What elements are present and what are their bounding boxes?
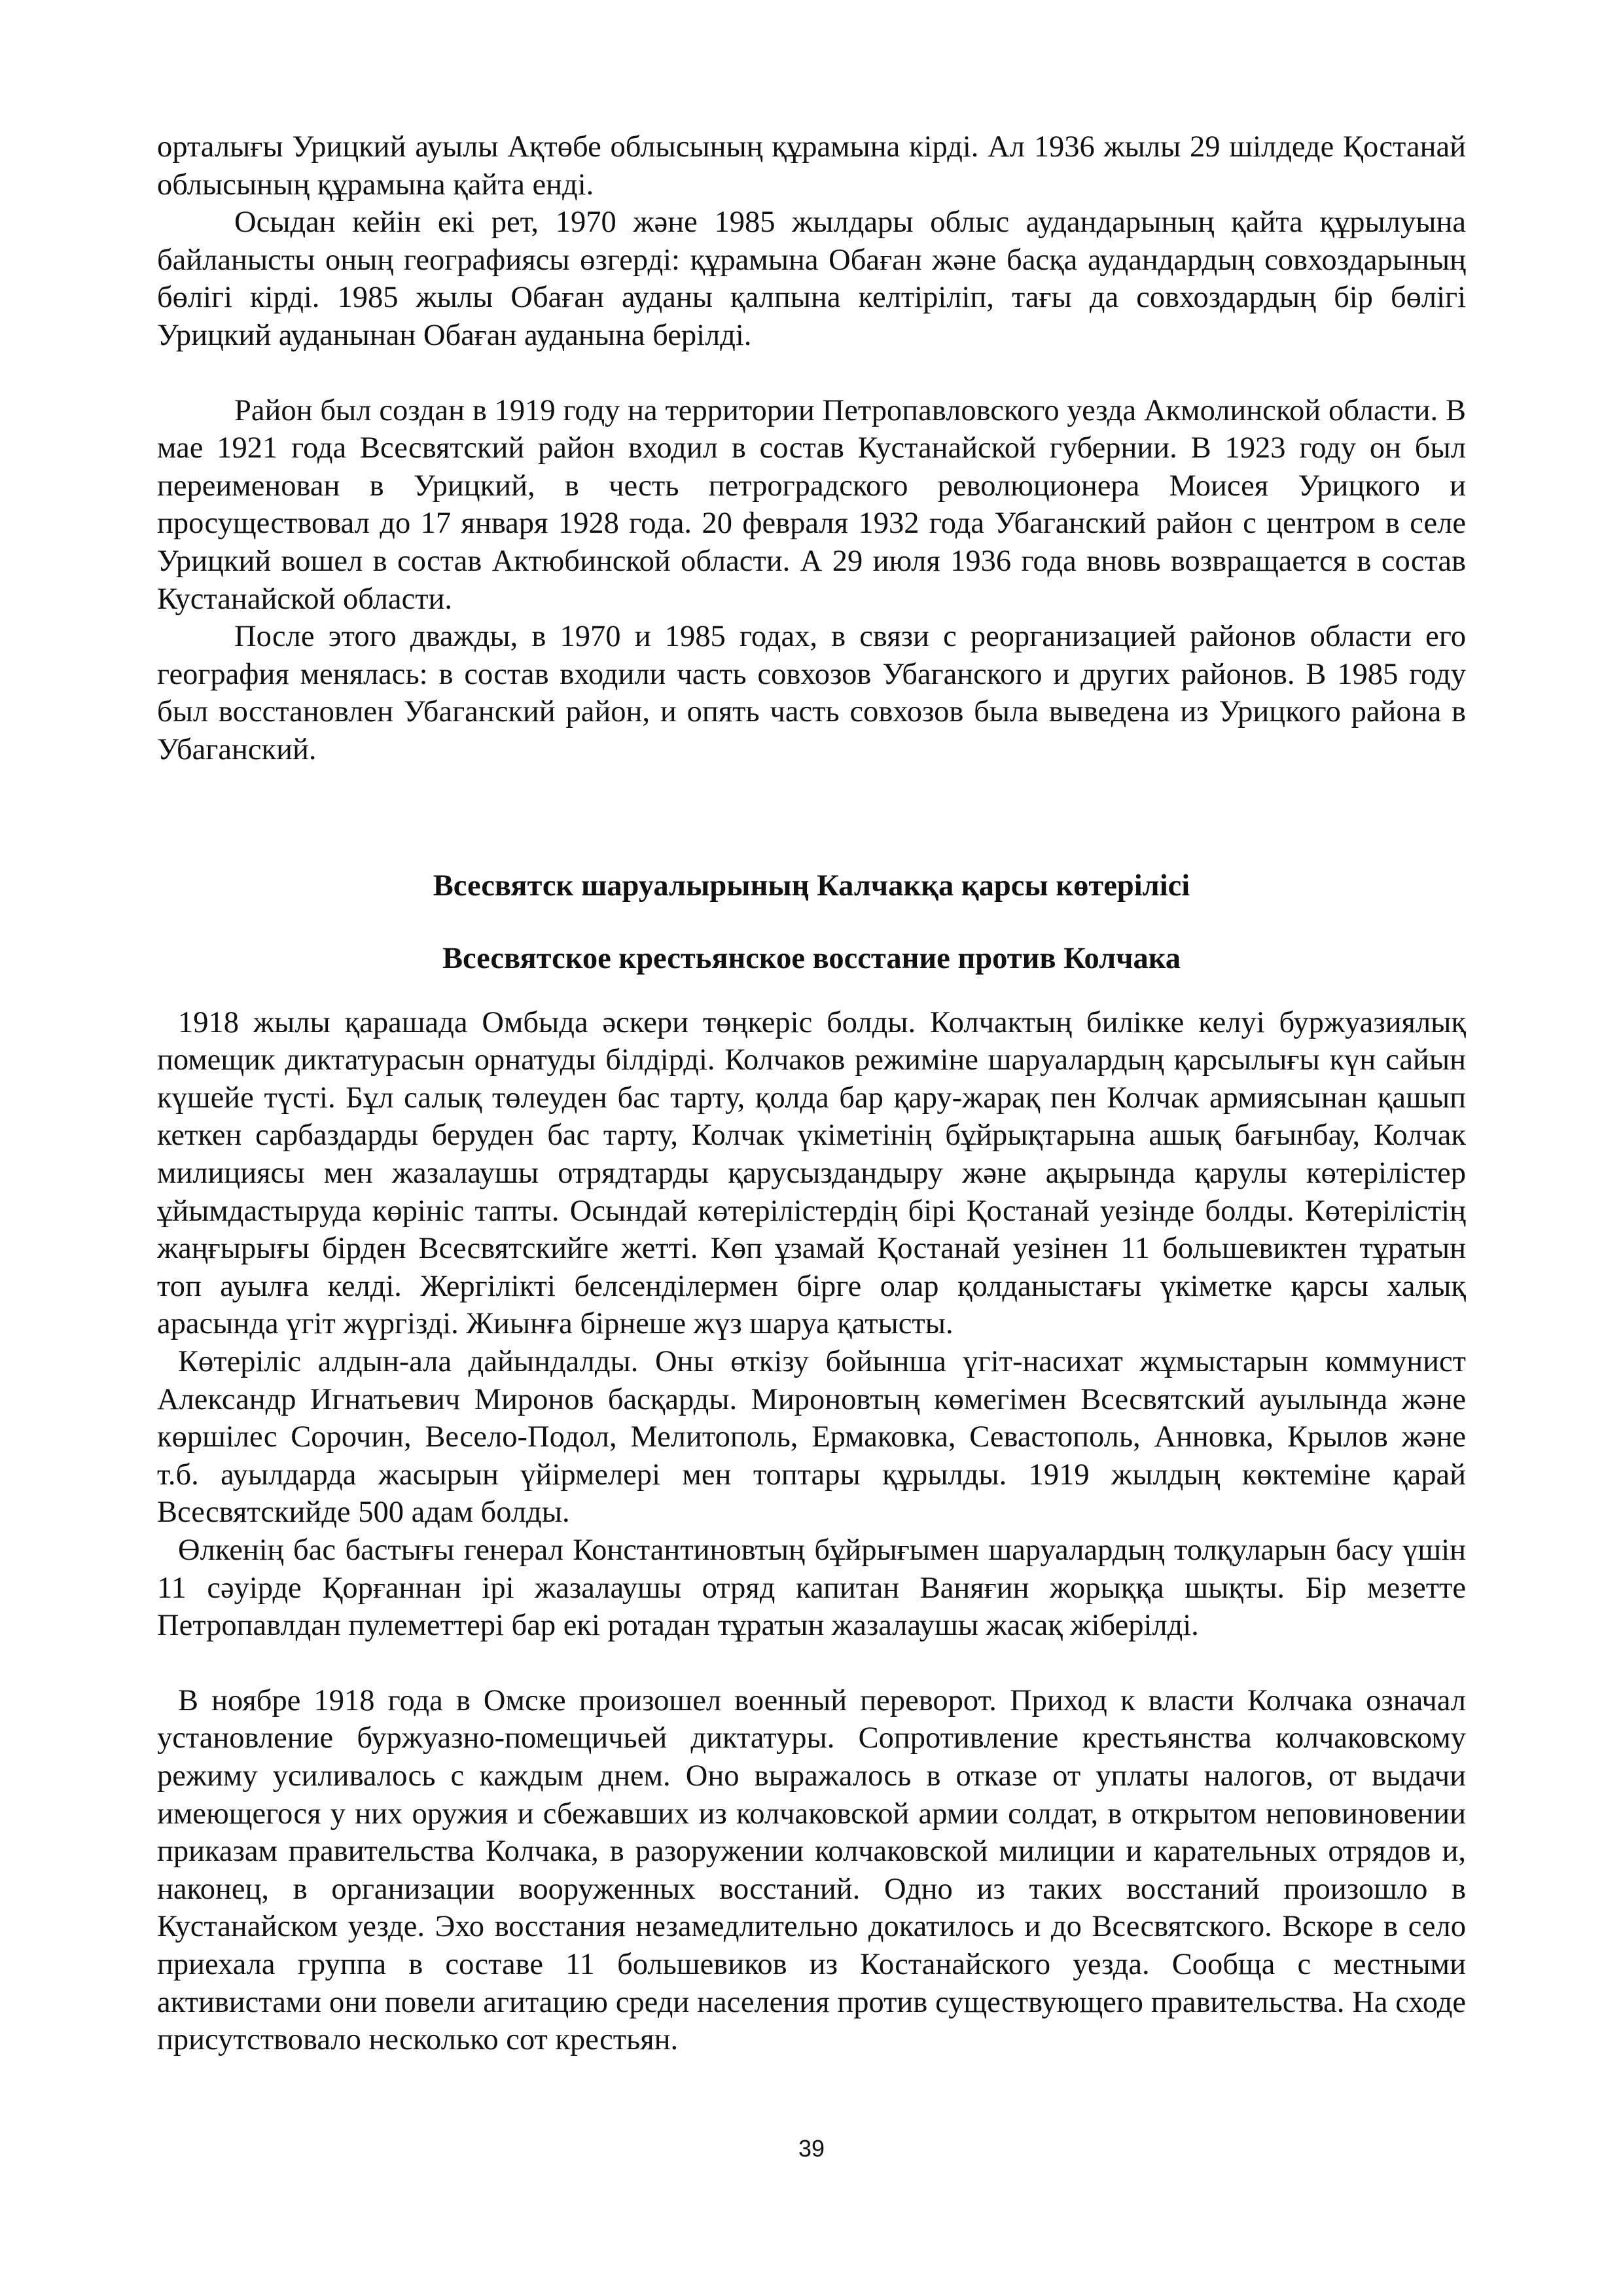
spacer (157, 905, 1466, 940)
paragraph-kz-punitive: Өлкенің бас бастығы генерал Константиновтың бұйрығымен шаруалардың толқуларын басу үшін 11 сәуірде Қорғаннан ірі жазалаушы отряд капитан Ваняғин жорыққа шықты. Бір мезетте Петропавлдан пулеметтері бар екі ротадан тұратын жазалаушы жасақ жіберілді. (157, 1534, 1466, 1643)
paragraph-kz-continuation: орталығы Урицкий ауылы Ақтөбе облысының құрамына кірді. Ал 1936 жылы 29 шілдеде Қостанай облысының құрамына қайта енді. (157, 130, 1466, 202)
spacer (157, 769, 1466, 867)
paragraph-ru-history: Район был создан в 1919 году на территории Петропавловского уезда Акмолинской области. В мае 1921 года Всесвятский район входил в состав Кустанайской губернии. В 1923 году он был переименован в Урицкий, в честь петроградского революционера Моисея Урицкого и просуществовал до 17 января 1928 года. 20 февраля 1932 года Убаганский район с центром в селе Урицкий вошел в состав Актюбинской области. А 29 июля 1936 года вновь возвращается в состав Кустанайской области. (157, 393, 1466, 616)
spacer (157, 978, 1466, 1004)
section-heading-kz: Всесвятск шаруалырының Калчакқа қарсы көтерілісі (433, 869, 1190, 903)
paragraph-kz-preparation: Көтеріліс алдын-ала дайындалды. Оны өткізу бойынша үгіт-насихат жұмыстарын коммунист Александр Игнатьевич Миронов басқарды. Мироновтың көмегімен Всесвятский ауылында және көршілес Сорочин, Весело-Подол, Мелитополь, Ермаковка, Севастополь, Анновка, Крылов және т.б. ауылдарда жасырын үйірмелері мен топтары құрылды. 1919 жылдың көктеміне қарай Всесвятскийде 500 адам болды. (157, 1345, 1466, 1530)
paragraph-kz-uprising: 1918 жылы қарашада Омбыда әскери төңкеріс болды. Колчактың билікке келуі буржуазиялық помещик диктатурасын орнатуды білдірді. Колчаков режиміне шаруалардың қарсылығы күн сайын күшейе түсті. Бұл салық төлеуден бас тарту, қолда бар қару-жарақ пен Колчак армиясынан қашып кеткен сарбаздарды беруден бас тарту, Колчак үкіметінің бұйрықтарына ашық бағынбау, Колчак милициясы мен жазалаушы отрядтарды қарусыздандыру және ақырында қарулы көтерілістер ұйымдастыруда көрініс тапты. Осындай көтерілістердің бірі Қостанай уезінде болды. Көтерілістің жаңғырығы бірден Всесвятскийге жетті. Көп ұзамай Қостанай уезінен 11 большевиктен тұратын топ ауылға келді. Жергілікті белсенділермен бірге олар қолданыстағы үкіметке қарсы халық арасында үгіт жүргізді. Жиынға бірнеше жүз шаруа қатысты. (157, 1005, 1466, 1341)
paragraph-kz-geography: Осыдан кейін екі рет, 1970 және 1985 жылдары облыс аудандарының қайта құрылуына байланысты оның географиясы өзгерді: құрамына Обаған және басқа аудандардың совхоздарының бөлігі кірді. 1985 жылы Обаған ауданы қалпына келтіріліп, тағы да совхоздардың бір бөлігі Урицкий ауданынан Обаған ауданына берілді. (157, 206, 1466, 352)
paragraph-ru-uprising: В ноябре 1918 года в Омске произошел военный переворот. Приход к власти Колчака означал установление буржуазно-помещичьей диктатуры. Сопротивление крестьянства колчаковскому режиму усиливалось с каждым днем. Оно выражалось в отказе от уплаты налогов, от выдачи имеющегося у них оружия и сбежавших из колчаковской армии солдат, в открытом неповиновении приказам правительства Колчака, в разоружении колчаковской милиции и карательных отрядов и, наконец, в организации вооруженных восстаний. Одно из таких восстаний произошло в Кустанайском уезде. Эхо восстания незамедлительно докатилось и до Всесвятского. Вскоре в село приехала группа в составе 11 большевиков из Костанайского уезда. Сообща с местными активистами они повели агитацию среди населения против существующего правительства. На сходе присутствовало несколько сот крестьян. (157, 1683, 1466, 2057)
section-heading-ru: Всесвятское крестьянское восстание против Колчака (442, 942, 1181, 976)
document-page (157, 128, 1466, 2059)
spacer (157, 355, 1466, 392)
page-number: 39 (798, 2135, 825, 2162)
spacer (157, 1645, 1466, 1682)
paragraph-ru-geography: После этого дважды, в 1970 и 1985 годах, в связи с реорганизацией районов области его география менялась: в состав входили часть совхозов Убаганского и других районов. В 1985 году был восстановлен Убаганский район, и опять часть совхозов была выведена из Урицкого района в Убаганский. (157, 620, 1466, 766)
